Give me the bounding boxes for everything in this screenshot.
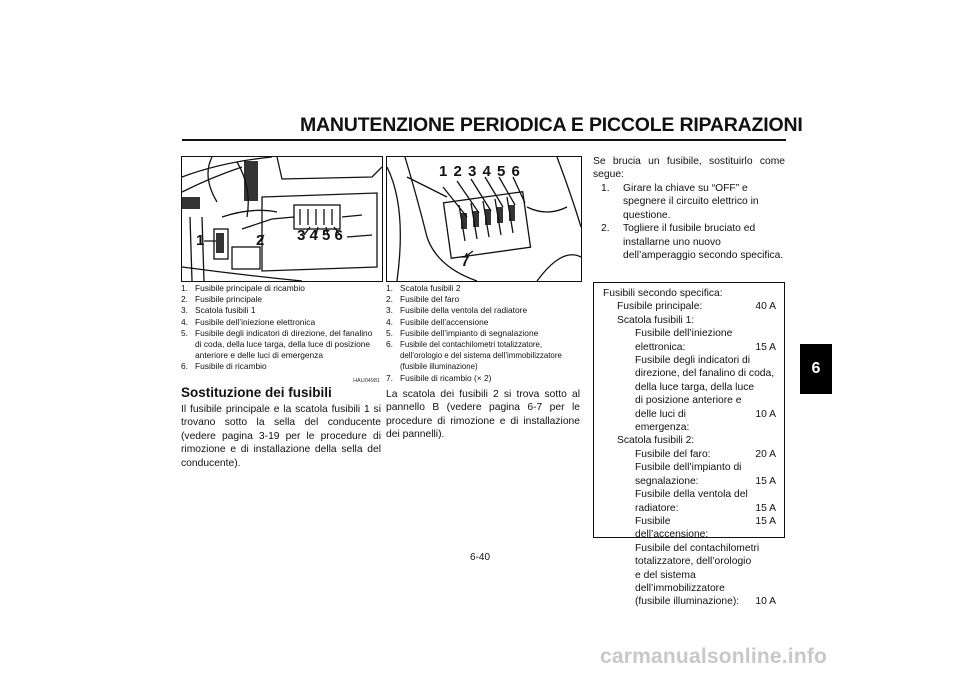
caption-row: 2. Fusibile del faro (386, 294, 460, 305)
caption-row: 6. Fusibile del contachilometri totalizzatore, dell’orologio e del sistema dell’immobilizzatore (fusibile illuminazione) (386, 339, 562, 372)
spec-title: Fusibili secondo specifica: (603, 288, 723, 299)
caption-row: 4. Fusibile dell’accensione (386, 316, 489, 327)
spec-line: direzione, del fanalino di coda, (635, 368, 775, 380)
page-title: MANUTENZIONE PERIODICA E PICCOLE RIPARAZIONI (300, 114, 803, 136)
spec-line: e del sistema (635, 569, 696, 581)
caption-row: 1. Scatola fusibili 2 (386, 283, 461, 293)
spec-line: Fusibile principale: 40 A (617, 301, 776, 313)
fuse-spec-box (593, 282, 785, 608)
spec-line: Fusibile della ventola del (635, 489, 748, 501)
step-item: 2. Togliere il fusibile bruciato ed installarne uno nuovo dell’amperaggio secondo specifica. (601, 223, 784, 262)
spec-line: radiatore: 15 A (635, 502, 776, 514)
chapter-tab: 6 (800, 344, 832, 394)
spec-line: di posizione anteriore e (635, 395, 742, 407)
middle-paragraph-text: La scatola dei fusibili 2 si trova sotto al pannello B (vedere pagina 6-7 per le procedure di rimozione e di installazione dei pannelli). (386, 389, 580, 441)
spec-group-title: Scatola fusibili 1: (617, 314, 695, 326)
header-rule (182, 139, 786, 141)
figure-1-drawing (182, 157, 382, 281)
caption-row: 1. Fusibile principale di ricambio (181, 283, 305, 293)
caption-row: 6. Fusibile di ricambio (181, 361, 267, 372)
spec-line: della luce targa, della luce (635, 381, 755, 393)
caption-row: 3. Fusibile della ventola del radiatore (386, 305, 528, 316)
right-intro-text: Se brucia un fusibile, sostituirlo come segue: (593, 156, 785, 181)
spec-line: Fusibile del contachilometri (635, 542, 760, 554)
figure-2-captions (386, 283, 580, 384)
figure-fuse-location-1 (181, 156, 383, 282)
caption-row: 4. Fusibile dell’iniezione elettronica (181, 316, 316, 327)
caption-row: 5. Fusibile dell’impianto di segnalazione (386, 327, 539, 338)
step-list (593, 182, 785, 262)
figure-2-callout-1-6: 1 2 3 4 5 6 (439, 163, 520, 180)
caption-row: 5. Fusibile degli indicatori di direzione, del fanalino di coda, della luce targa, della luce di posizione anteriore e delle luci di emergenza (181, 327, 373, 361)
spec-line: (fusibile illuminazione): 10 A (635, 596, 776, 608)
figure-fuse-location-2 (386, 156, 582, 282)
spec-line: segnalazione: 15 A (635, 475, 776, 487)
page-number: 6-40 (469, 552, 490, 563)
figure-1-callout-1: 1 (196, 232, 205, 249)
spec-line: Fusibile dell’impianto di (635, 462, 742, 474)
caption-row: 7. Fusibile di ricambio (× 2) (386, 372, 492, 383)
spec-line: Fusibile del faro: 20 A (635, 448, 776, 460)
section-heading: Sostituzione dei fusibili (181, 385, 332, 400)
spec-group-title: Scatola fusibili 2: (617, 435, 695, 447)
caption-row: 2. Fusibile principale (181, 294, 263, 305)
spec-line: dell’immobilizzatore (635, 582, 725, 594)
spec-line: Fusibile degli indicatori di (635, 355, 751, 367)
step-item: 1. Girare la chiave su “OFF” e spegnere il circuito elettrico in questione. (601, 183, 759, 221)
caption-row: 3. Scatola fusibili 1 (181, 305, 256, 316)
middle-paragraph (386, 388, 580, 442)
spec-line: delle luci di emergenza: 10 A (635, 408, 776, 434)
spec-line: elettronica: 15 A (635, 341, 776, 353)
figure-1-callout-3-6: 3 4 5 6 (297, 227, 343, 244)
right-intro (593, 155, 785, 182)
section-code: HAU04981 (353, 378, 380, 384)
section-body-text: Il fusibile principale e la scatola fusibili 1 si trovano sotto la sella del conducente (vedere pagina 3-19 per le procedure di rimozione e di installazione della sella del conducente). (181, 404, 381, 469)
figure-2-callout-7: 7 (461, 253, 470, 270)
spec-line: Fusibile dell’accensione: 15 A (635, 515, 776, 541)
spec-line: totalizzatore, dell’orologio (635, 556, 752, 568)
figure-1-callout-2: 2 (256, 232, 265, 249)
section-body (181, 403, 381, 470)
figure-1-captions (181, 283, 381, 373)
spec-line: Fusibile dell’iniezione (635, 328, 733, 340)
watermark: carmanualsonline.info (600, 645, 828, 668)
